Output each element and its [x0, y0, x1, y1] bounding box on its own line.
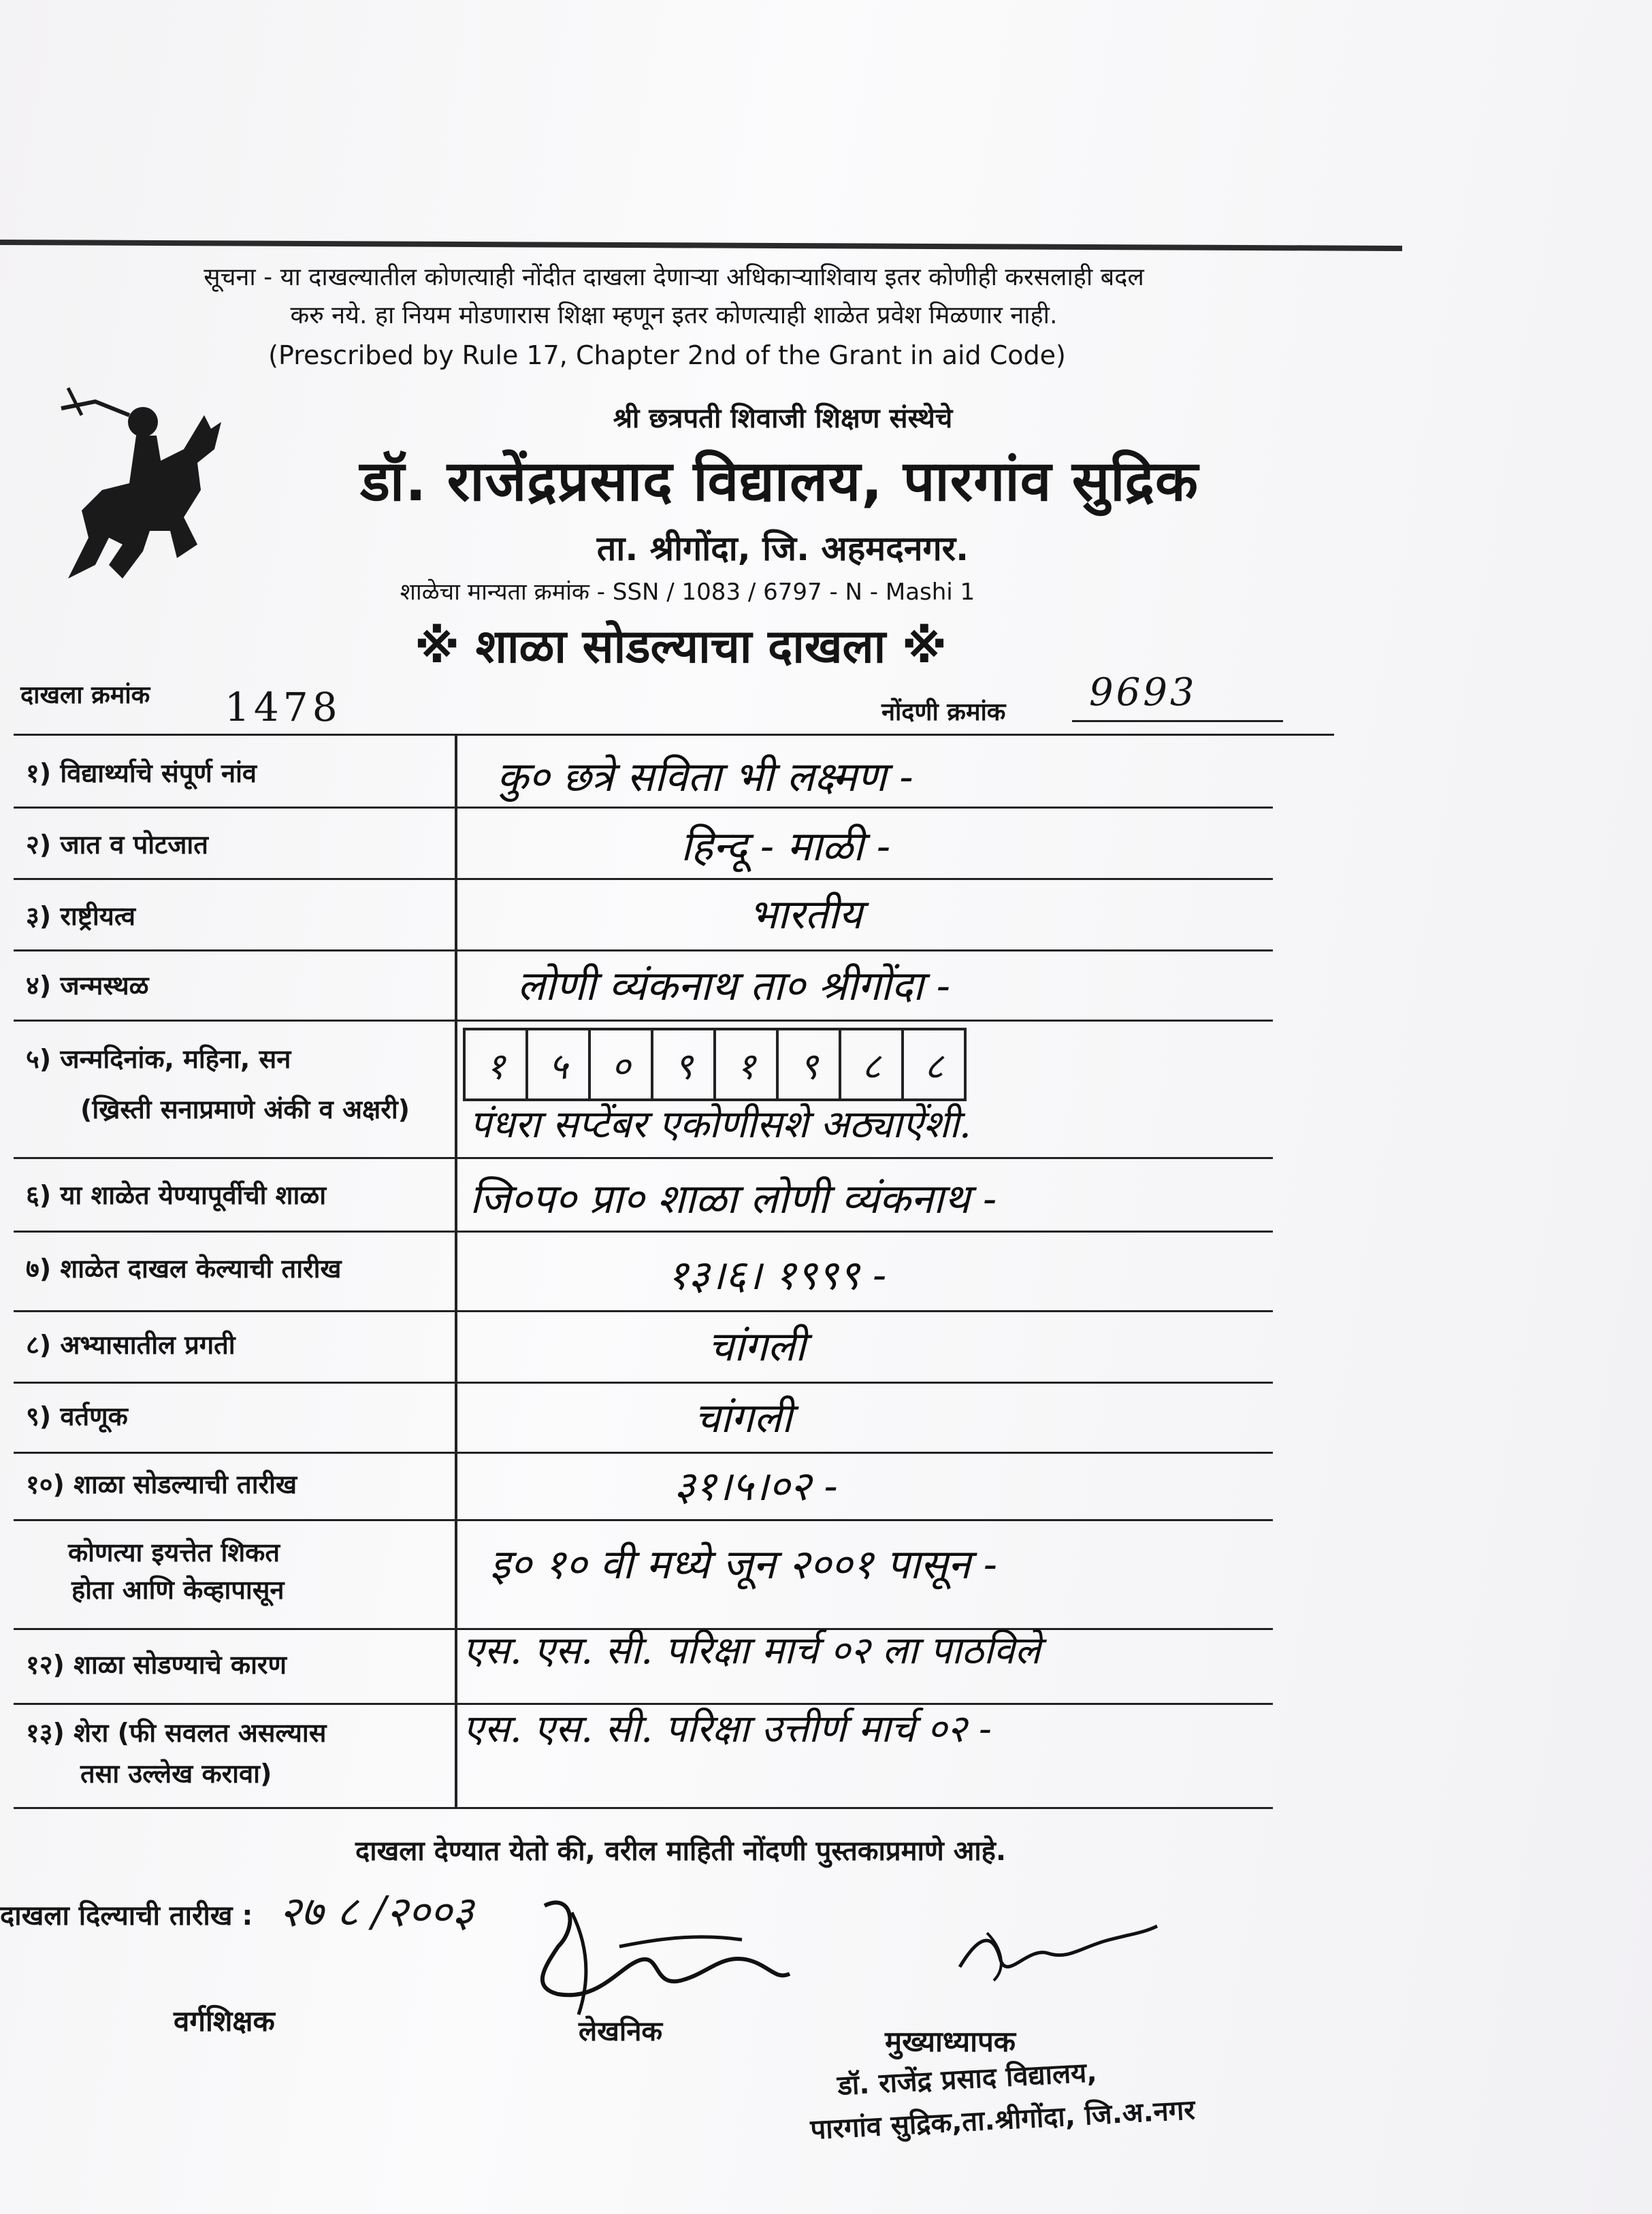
society-name: श्री छत्रपती शिवाजी शिक्षण संस्थेचे: [613, 403, 953, 434]
row-divider: [14, 949, 1273, 951]
value-admission-date: १३।६। १९९९ -: [667, 1252, 887, 1299]
table-bottom-line: [14, 1807, 1273, 1809]
row-label-previous-school: ६) या शाळेत येण्यापूर्वीची शाळा: [26, 1180, 327, 1210]
dakhla-number-label: दाखला क्रमांक: [20, 681, 150, 709]
headmaster-signature-icon: [946, 1906, 1164, 1994]
birth-digit: ९: [653, 1030, 716, 1098]
row-divider: [14, 878, 1273, 880]
row-divider: [14, 1452, 1273, 1454]
row-label-remarks-note: तसा उल्लेख करावा): [80, 1759, 272, 1789]
dakhla-number-value: 1478: [225, 684, 342, 730]
row-label-admission-date: ७) शाळेत दाखल केल्याची तारीख: [26, 1254, 342, 1284]
issue-date-value: २७ ८ /२००३: [279, 1887, 474, 1936]
shivaji-horse-logo-icon: [41, 374, 245, 599]
birth-digit: ८: [841, 1030, 904, 1098]
row-divider: [14, 1157, 1273, 1159]
value-conduct: चांगली: [694, 1395, 792, 1442]
value-leaving-date: ३१।५।०२ -: [674, 1463, 838, 1510]
stamp-line-2: पारगांव सुद्रिक,ता.श्रीगोंदा, जि.अ.नगर: [809, 2094, 1196, 2146]
birth-digit: ८: [924, 1045, 944, 1088]
issue-date-label: दाखला दिल्याची तारीख :: [0, 1900, 253, 1932]
row-divider: [14, 1020, 1273, 1022]
row-label-birthdate: ५) जन्मदिनांक, महिना, सन: [26, 1044, 291, 1074]
certificate-title: ※ शाळा सोडल्याचा दाखला ※: [415, 620, 947, 674]
registration-underline: [1072, 720, 1283, 722]
clerk-signature-icon: [517, 1885, 803, 2021]
row-label-birthplace: ४) जन्मस्थळ: [26, 971, 149, 1000]
registration-number-label: नोंदणी क्रमांक: [881, 698, 1006, 726]
value-nationality: भारतीय: [749, 891, 862, 939]
row-label-leaving-reason: १२) शाळा सोडण्याचे कारण: [26, 1650, 287, 1680]
value-remarks: एस. एस. सी. परिक्षा उत्तीर्ण मार्च ०२ -: [463, 1707, 992, 1751]
notice-line-1: सूचना - या दाखल्यातील कोणत्याही नोंदीत दाखला देणाऱ्या अधिकाऱ्याशिवाय इतर कोणीही करसलाही बदल: [204, 263, 1144, 291]
birth-digit: ५: [528, 1030, 591, 1098]
value-progress: चांगली: [708, 1323, 806, 1371]
row-divider: [14, 1231, 1273, 1233]
birth-digit: ९: [779, 1030, 841, 1098]
value-caste: हिन्दू - माळी -: [681, 823, 891, 870]
top-border-line: [0, 240, 1402, 251]
birth-digit: १: [466, 1030, 528, 1098]
row-label-conduct: ९) वर्तणूक: [26, 1401, 128, 1431]
class-teacher-label: वर्गशिक्षक: [174, 2004, 275, 2038]
row-label-leaving-date: १०) शाळा सोडल्याची तारीख: [26, 1469, 297, 1499]
row-label-birthdate-note: (ख्रिस्ती सनाप्रमाणे अंकी व अक्षरी): [80, 1094, 410, 1124]
row-label-standard-since: होता आणि केव्हापासून: [71, 1575, 285, 1605]
stamp-line-1: डॉ. राजेंद्र प्रसाद विद्यालय,: [837, 2057, 1098, 2102]
certification-statement: दाखला देण्यात येतो की, वरील माहिती नोंदणी पुस्तकाप्रमाणे आहे.: [355, 1836, 1007, 1867]
value-previous-school: जि०प० प्रा० शाळा लोणी व्यंकनाथ -: [470, 1175, 997, 1223]
value-birthplace: लोणी व्यंकनाथ ता० श्रीगोंदा -: [517, 962, 950, 1010]
school-address: ता. श्रीगोंदा, जि. अहमदनगर.: [596, 529, 969, 568]
registration-number-value: 9693: [1089, 670, 1197, 715]
row-label-remarks: १३) शेरा (फी सवलत असल्यास: [26, 1718, 327, 1748]
row-divider: [14, 807, 1273, 809]
row-divider: [14, 1519, 1273, 1521]
prescribed-rule: (Prescribed by Rule 17, Chapter 2nd of the Grant in aid Code): [268, 340, 1066, 370]
birth-digit: १: [716, 1030, 779, 1098]
value-leaving-reason: एस. एस. सी. परिक्षा मार्च ०२ ला पाठविले: [463, 1629, 1041, 1673]
value-standard: इ० १० वी मध्ये जून २००१ पासून -: [490, 1541, 998, 1589]
notice-line-2: करु नये. हा नियम मोडणारास शिक्षा म्हणून इतर कोणत्याही शाळेत प्रवेश मिळणार नाही.: [290, 302, 1058, 329]
row-label-student-name: १) विद्यार्थ्याचे संपूर्ण नांव: [26, 758, 257, 788]
row-divider: [14, 1382, 1273, 1384]
column-divider: [455, 734, 457, 1809]
clerk-label: लेखनिक: [579, 2016, 663, 2047]
value-birthdate-words: पंधरा सप्टेंबर एकोणीसशे अठ्याऐंशी.: [470, 1103, 971, 1147]
row-divider: [14, 1310, 1273, 1312]
value-student-name: कु० छत्रे सविता भी लक्ष्मण -: [497, 753, 913, 801]
row-label-standard: कोणत्या इयत्तेत शिकत: [68, 1537, 280, 1567]
birthdate-digit-boxes: [463, 1028, 967, 1101]
school-name: डॉ. राजेंद्रप्रसाद विद्यालय, पारगांव सुद्रिक: [359, 449, 1199, 514]
table-top-line: [14, 734, 1334, 736]
notice-text: [75, 259, 1273, 335]
birth-digit: ०: [591, 1030, 653, 1098]
row-label-progress: ८) अभ्यासातील प्रगती: [26, 1330, 236, 1360]
row-label-caste: २) जात व पोटजात: [26, 830, 208, 860]
recognition-number: शाळेचा मान्यता क्रमांक - SSN / 1083 / 6797 - N - Mashi 1: [400, 579, 975, 606]
headmaster-label: मुख्याध्यापक: [885, 2025, 1016, 2058]
row-label-nationality: ३) राष्ट्रीयत्व: [26, 901, 136, 931]
